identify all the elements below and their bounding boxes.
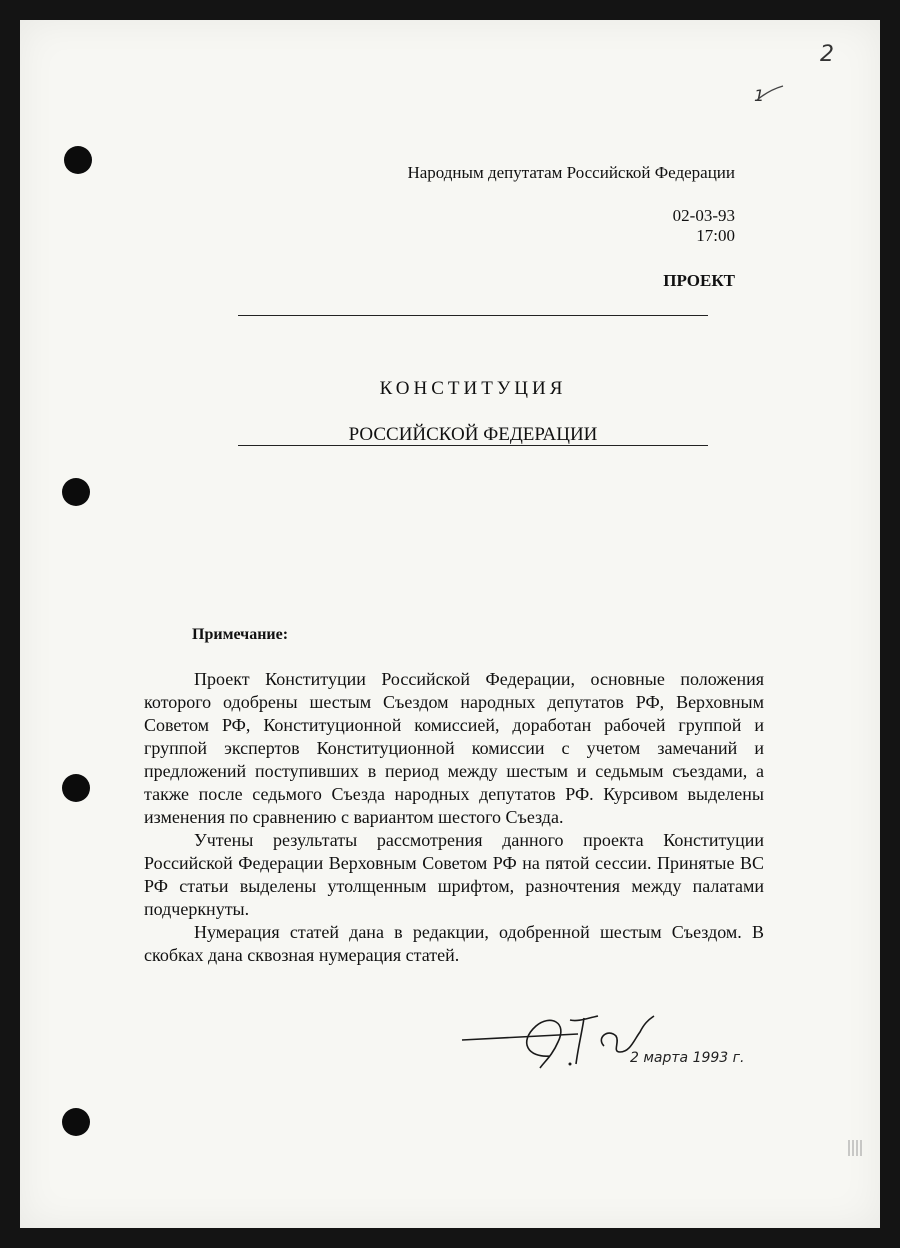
recipient-line: Народным депутатам Российской Федерации — [407, 163, 735, 182]
draft-label: ПРОЕКТ — [663, 271, 735, 290]
title-rule-top — [238, 315, 708, 316]
handwritten-stroke — [755, 84, 785, 104]
note-body — [144, 668, 764, 967]
scan-artifact — [848, 1140, 862, 1156]
punch-hole — [62, 478, 90, 506]
signature-date-note: 2 марта 1993 г. — [630, 1050, 745, 1066]
document-subtitle: РОССИЙСКОЙ ФЕДЕРАЦИИ — [348, 424, 598, 445]
title-rule-bottom — [238, 445, 708, 446]
handwritten-page-number: 2 — [820, 42, 834, 67]
punch-hole — [62, 1108, 90, 1136]
note-paragraph: Учтены результаты рассмотрения данного проекта Конституции Российской Федерации Верховным Советом РФ на пятой сессии. Принятые ВС РФ статьи выделены утолщенным шрифтом, разночтения между палатами подчеркнуты. — [144, 830, 764, 919]
punch-hole — [62, 774, 90, 802]
handwritten-sheet-number: 1 — [754, 86, 765, 105]
document-sheet — [20, 20, 880, 1228]
draft-time: 17:00 — [696, 226, 735, 245]
draft-datetime — [673, 206, 735, 246]
note-paragraph: Проект Конституции Российской Федерации, основные положения которого одобрены шестым Съездом народных депутатов РФ, Верховным Советом РФ, Конституционной комиссией, доработан рабочей группой и группой экспертов Конституционной комиссии с учетом замечаний и предложений поступивших в период между шестым и седьмым съездами, а также после седьмого Съезда народных депутатов РФ. Курсивом выделены изменения по сравнению с вариантом шестого Съезда. — [144, 669, 764, 827]
punch-hole — [64, 146, 92, 174]
draft-date: 02-03-93 — [672, 206, 735, 225]
note-heading: Примечание: — [192, 626, 289, 643]
document-title: КОНСТИТУЦИЯ — [379, 378, 567, 399]
note-paragraph: Нумерация статей дана в редакции, одобренной шестым Съездом. В скобках дана сквозная нумерация статей. — [144, 922, 764, 965]
